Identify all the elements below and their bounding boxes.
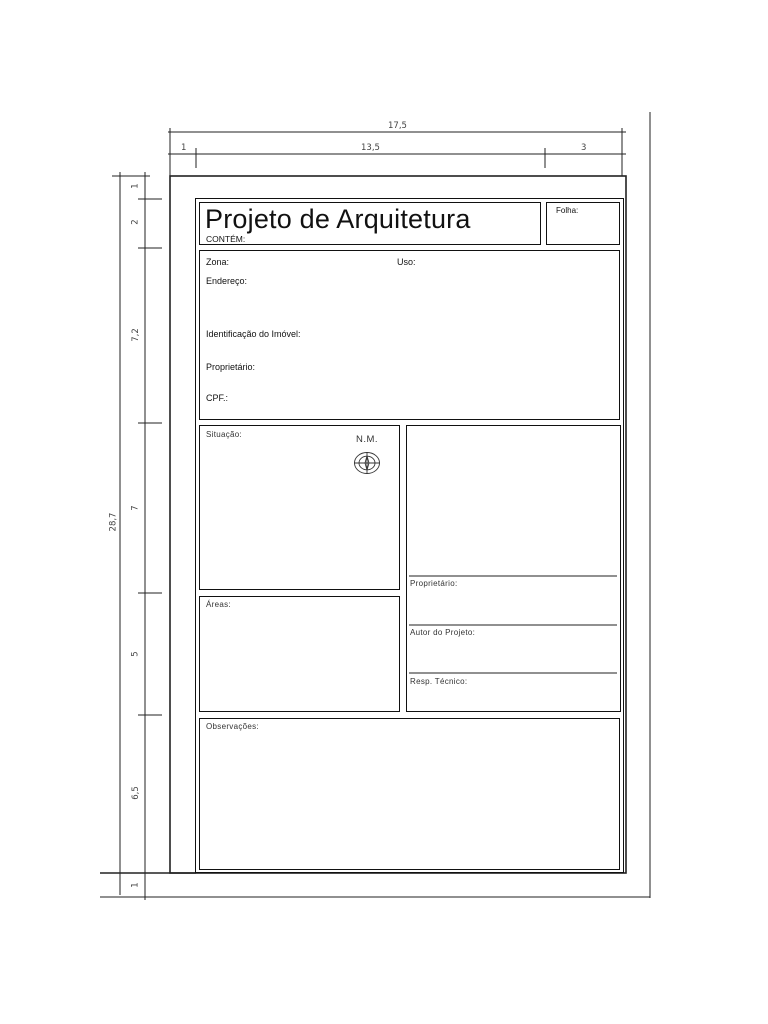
observations-box [199,718,620,870]
compass-icon [353,451,381,475]
dim-label-top-total: 17,5 [388,121,407,131]
dim-label-left-seg: 1 [130,183,141,189]
contents-label: CONTÉM: [206,234,246,244]
sheet-label: Folha: [556,206,579,215]
dim-label-top-left: 1 [181,143,187,153]
north-label: N.M. [356,434,379,445]
areas-label: Áreas: [206,600,231,609]
dim-label-left-seg: 7 [130,505,141,511]
owner-label: Proprietário: [206,362,256,372]
use-label: Uso: [397,257,416,267]
property-id-label: Identificação do Imóvel: [206,329,301,339]
dim-label-top-middle: 13,5 [361,143,380,153]
dim-label-left-total: 28,7 [108,512,119,532]
cpf-label: CPF.: [206,393,229,403]
situation-label: Situação: [206,430,243,439]
signature-owner-label: Proprietário: [410,579,458,588]
dim-label-left-seg: 2 [130,219,141,225]
dim-label-left-seg: 7,2 [130,328,141,342]
dim-label-left-seg: 5 [130,651,141,657]
address-label: Endereço: [206,276,248,286]
signatures-box [406,425,621,712]
observations-label: Observações: [206,722,259,731]
signature-tech-label: Resp. Técnico: [410,677,468,686]
dim-label-top-right: 3 [581,143,587,153]
areas-box [199,596,400,712]
page-title: Projeto de Arquitetura [205,204,471,234]
dim-label-left-seg: 1 [130,882,141,888]
dim-label-left-seg: 6,5 [130,786,141,800]
zone-label: Zona: [206,257,230,267]
situation-box [199,425,400,590]
signature-author-label: Autor do Projeto: [410,628,476,637]
